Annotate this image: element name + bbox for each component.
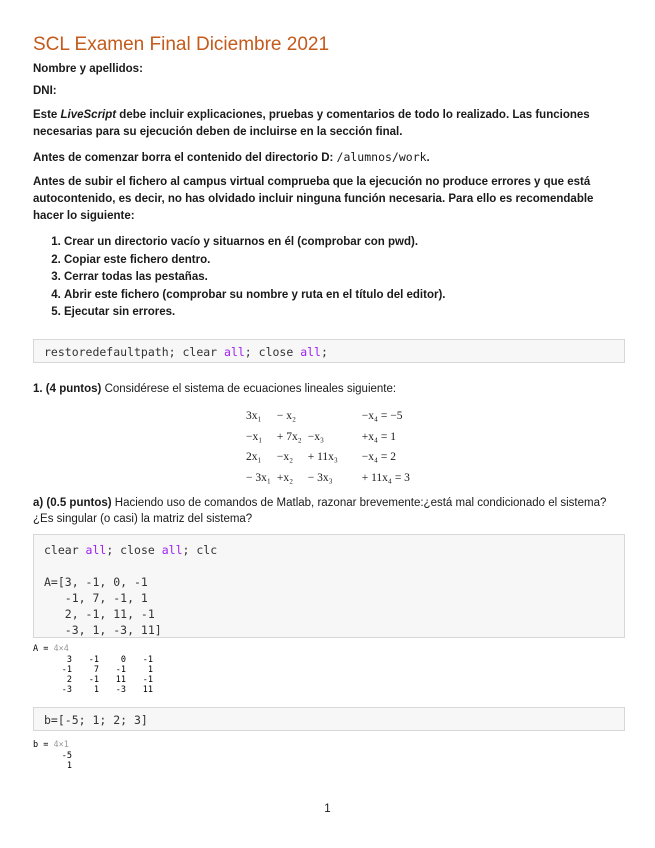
output-variable: A = — [33, 644, 54, 654]
equation-row — [243, 447, 413, 468]
equation-term: −x₃ — [307, 430, 324, 443]
question-1 — [33, 381, 623, 398]
matrix-row — [45, 685, 153, 695]
equation-term: +x₂ — [276, 471, 294, 484]
before-start-end: . — [426, 152, 430, 164]
code-line: -1, 7, -1, 1 — [44, 591, 148, 605]
code-line: -3, 1, -3, 11] — [44, 623, 162, 637]
equation-term: −x₂ — [276, 451, 294, 463]
matrix-row — [45, 655, 153, 665]
equation-term: − 3x₁ — [246, 471, 271, 484]
code-text: ; clc — [182, 543, 218, 557]
matrix-row — [45, 761, 72, 771]
name-label: Nombre y apellidos: — [33, 63, 143, 75]
output-header — [33, 644, 153, 655]
output-size: 4×4 — [53, 644, 69, 654]
code-text: ; — [320, 345, 328, 359]
steps-list — [33, 234, 624, 322]
equation-term: − x₂ — [276, 410, 296, 422]
step-item: 1. Crear un directorio vacío y situarnos en él (comprobar con pwd). — [64, 234, 624, 252]
code-text: clear — [44, 543, 86, 557]
intro-paragraph — [33, 107, 623, 141]
matrix-cell: -5 — [61, 750, 72, 761]
output-vector-table — [45, 751, 72, 772]
code-text: ; close — [244, 345, 301, 359]
equation-term: −x₄ = −5 — [361, 410, 403, 422]
equation-system — [243, 406, 413, 488]
directory-path: /alumnos/work — [336, 150, 427, 164]
code-keyword: all — [300, 345, 321, 359]
code-line: A=[3, -1, 0, -1 — [44, 575, 148, 589]
before-start-paragraph — [33, 149, 623, 167]
matrix-cell: -1 — [142, 654, 153, 665]
question-1-text: Considérese el sistema de ecuaciones lineales siguiente: — [101, 383, 397, 395]
code-block-restore[interactable] — [33, 339, 625, 363]
equation-term: +x₄ = 1 — [361, 430, 396, 443]
matrix-cell: 11 — [115, 675, 126, 686]
question-a-label: a) (0.5 puntos) — [33, 497, 112, 509]
equation-term: 2x₁ — [246, 451, 262, 463]
output-header — [33, 740, 72, 751]
code-line — [44, 542, 614, 558]
equation-term — [305, 406, 359, 427]
before-upload-paragraph: Antes de subir el fichero al campus virtual comprueba que la ejecución no produce errores y que está autocontenido, es decir, no has olvidado incluir ninguna función necesaria. Para ello es recomendable hacer lo siguiente: — [33, 176, 594, 222]
matrix-cell: 7 — [93, 664, 99, 675]
question-a — [33, 495, 623, 527]
matrix-cell: 0 — [120, 654, 126, 665]
output-matrix-a — [33, 644, 153, 696]
code-keyword: all — [224, 345, 245, 359]
output-variable: b = — [33, 740, 54, 750]
intro-post: debe incluir explicaciones, pruebas y comentarios de todo lo realizado. Las funciones necesarias para su ejecución deben de incluirse en la sección final. — [33, 109, 590, 138]
matrix-row — [45, 751, 72, 761]
matrix-cell: -3 — [115, 685, 126, 696]
matrix-row — [45, 675, 153, 685]
question-a-text: Haciendo uso de comandos de Matlab, razonar brevemente:¿está mal condicionado el sistema? ¿Es singular (o casi) la matriz del sistema? — [33, 497, 607, 525]
equation-term: + 11x₃ — [307, 451, 338, 463]
before-start-text: Antes de comenzar borra el contenido del directorio D: — [33, 152, 337, 164]
livescript-term: LiveScript — [60, 109, 117, 121]
code-blank-line — [44, 558, 614, 574]
output-matrix-table — [45, 655, 153, 696]
matrix-cell: 3 — [66, 654, 72, 665]
step-item: 2. Copiar este fichero dentro. — [64, 252, 624, 270]
matrix-cell: -1 — [142, 675, 153, 686]
equation-row — [243, 468, 413, 489]
matrix-cell: 11 — [142, 685, 153, 696]
code-line — [44, 344, 614, 360]
matrix-cell: -1 — [88, 654, 99, 665]
output-vector-b — [33, 740, 72, 771]
page-title: SCL Examen Final Diciembre 2021 — [33, 34, 330, 55]
code-text: restoredefaultpath; clear — [44, 345, 225, 359]
equation-term: 3x₁ — [246, 410, 262, 422]
equation-term: −x₁ — [246, 430, 263, 443]
code-keyword: all — [85, 543, 107, 557]
step-item: 4. Abrir este fichero (comprobar su nombre y ruta en el título del editor). — [64, 287, 624, 305]
page-number: 1 — [324, 803, 331, 815]
code-block-vector[interactable] — [33, 707, 625, 731]
matrix-cell: -1 — [88, 675, 99, 686]
matrix-cell: -1 — [115, 664, 126, 675]
matrix-cell: -1 — [61, 664, 72, 675]
code-line: 2, -1, 11, -1 — [44, 607, 155, 621]
dni-label: DNI: — [33, 85, 57, 97]
code-block-matrix[interactable] — [33, 534, 625, 638]
matrix-row — [45, 665, 153, 675]
equation-term: + 11x₄ = 3 — [361, 471, 410, 484]
equation-term: + 7x₂ — [276, 430, 302, 443]
output-size: 4×1 — [53, 740, 69, 750]
step-item: 3. Cerrar todas las pestañas. — [64, 269, 624, 287]
matrix-cell: -3 — [61, 685, 72, 696]
intro-pre: Este — [33, 109, 61, 121]
equation-row — [243, 406, 413, 427]
matrix-cell: 1 — [66, 760, 72, 771]
matrix-cell: 1 — [93, 685, 99, 696]
code-line: b=[-5; 1; 2; 3] — [44, 713, 148, 727]
equation-term: − 3x₃ — [307, 471, 333, 484]
step-item: 5. Ejecutar sin errores. — [64, 304, 624, 322]
question-1-label: 1. (4 puntos) — [33, 383, 102, 395]
equation-row — [243, 427, 413, 448]
code-keyword: all — [161, 543, 183, 557]
matrix-cell: 1 — [147, 664, 153, 675]
matrix-cell: 2 — [66, 675, 72, 686]
equation-term: −x₄ = 2 — [361, 451, 396, 463]
code-text: ; close — [106, 543, 162, 557]
